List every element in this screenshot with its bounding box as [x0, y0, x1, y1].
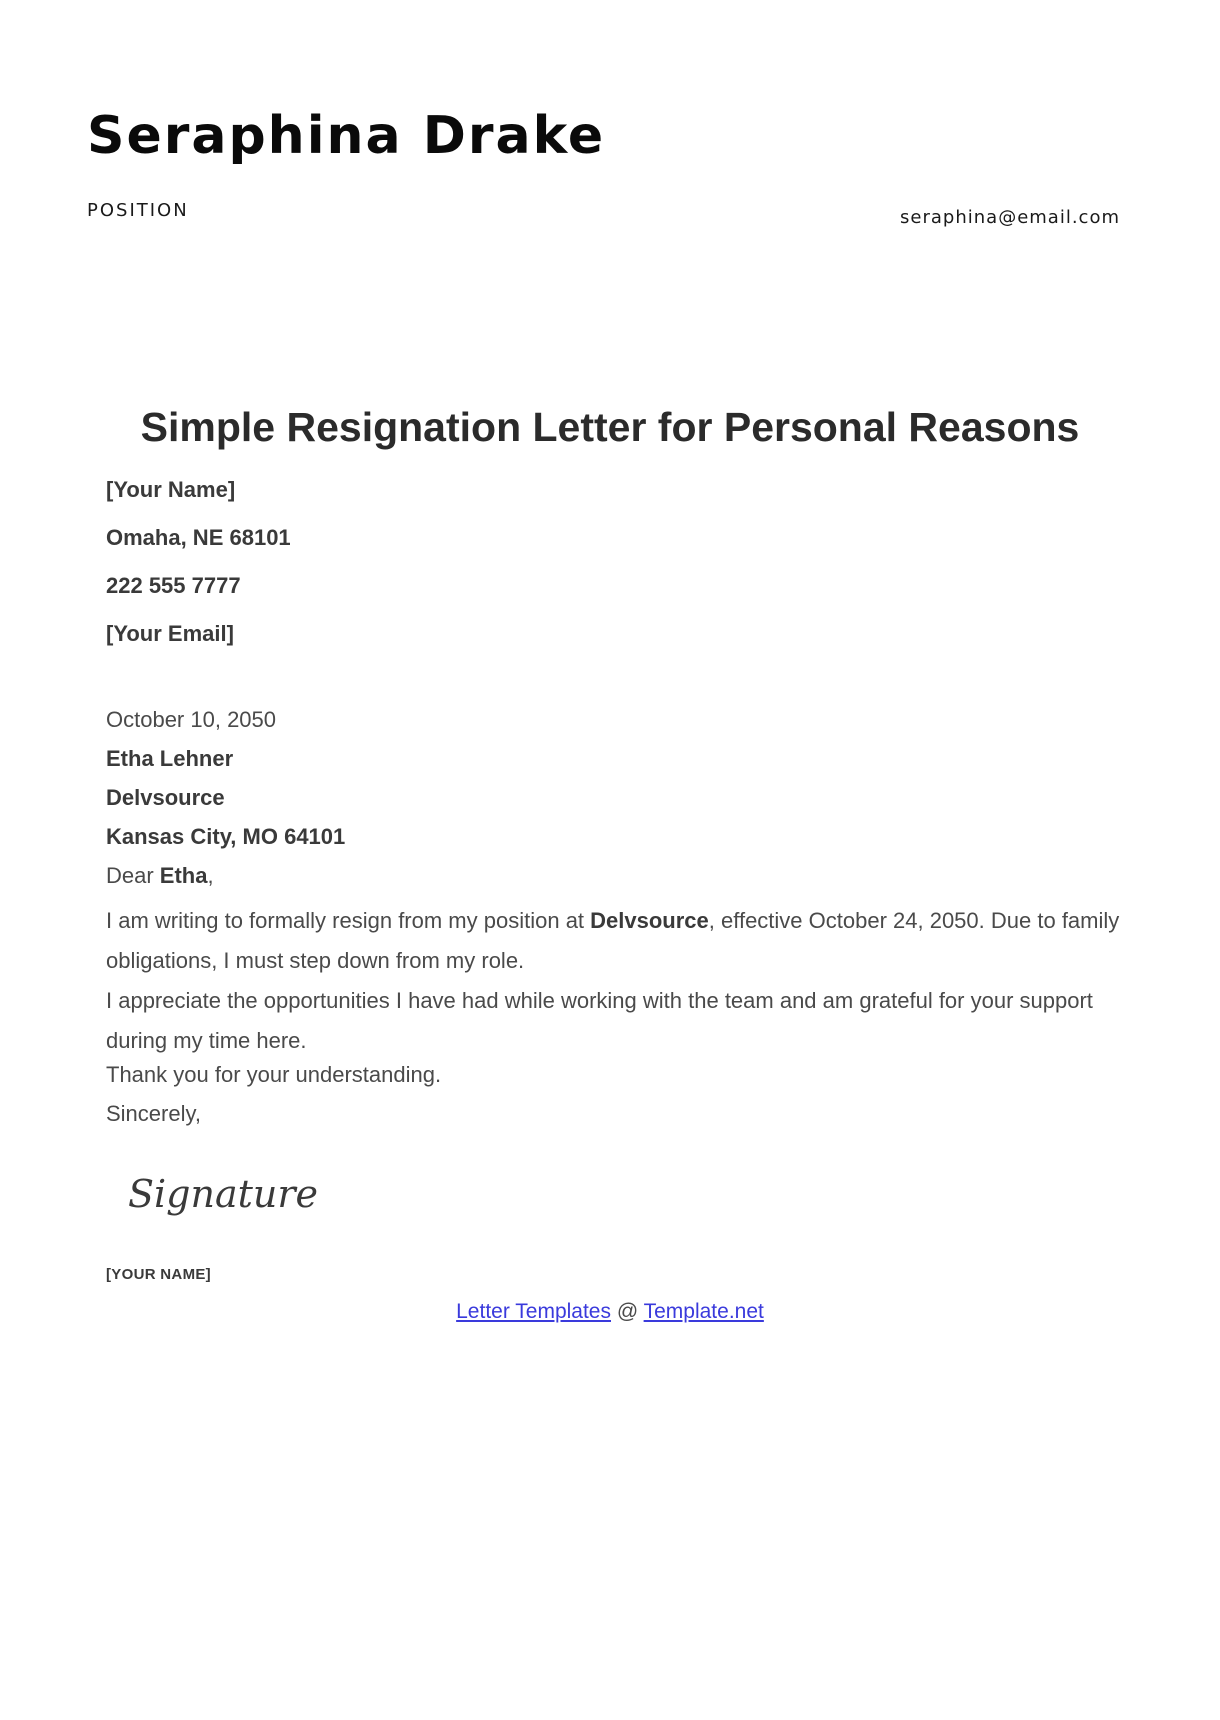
- signer-name: [YOUR NAME]: [106, 1266, 211, 1283]
- signature: Signature: [128, 1172, 319, 1216]
- letter-date: October 10, 2050: [106, 707, 277, 732]
- salutation-suffix: ,: [207, 863, 214, 888]
- recipient-company: Delvsource: [106, 785, 225, 810]
- recipient-city: Kansas City, MO 64101: [106, 824, 346, 849]
- sender-email: [Your Email]: [106, 621, 234, 646]
- paragraph-3: Thank you for your understanding.: [106, 1062, 442, 1087]
- paragraph-2: I appreciate the opportunities I have had while working with the team and am grateful for your support during my time here.: [106, 988, 1093, 1053]
- closing: Sincerely,: [106, 1101, 201, 1126]
- sender-phone: 222 555 7777: [106, 573, 241, 598]
- letter-templates-link[interactable]: Letter Templates: [456, 1300, 611, 1323]
- header-name: Seraphina Drake: [87, 106, 606, 166]
- paragraph-1-before: I am writing to formally resign from my position at: [106, 908, 591, 933]
- header-position: POSITION: [87, 200, 189, 221]
- sender-name: [Your Name]: [106, 477, 236, 502]
- sender-city: Omaha, NE 68101: [106, 525, 291, 550]
- recipient-name: Etha Lehner: [106, 746, 234, 771]
- salutation-prefix: Dear: [106, 863, 160, 888]
- paragraph-1-company: Delvsource: [590, 908, 709, 933]
- footer-separator: @: [611, 1300, 644, 1323]
- sender-block: [106, 476, 291, 668]
- footer: [0, 1300, 1220, 1324]
- salutation: [106, 862, 1126, 901]
- paragraph-1-after: , effective October 24, 2050. Due to family obligations, I must step down from my role.: [106, 908, 1120, 973]
- salutation-name: Etha: [159, 863, 208, 888]
- paragraph-1: [106, 901, 1126, 981]
- letter-title: Simple Resignation Letter for Personal Reasons: [140, 404, 1080, 450]
- letter-body: [106, 706, 1126, 1139]
- header-email: seraphina@email.com: [900, 207, 1120, 228]
- template-net-link[interactable]: Template.net: [643, 1300, 764, 1323]
